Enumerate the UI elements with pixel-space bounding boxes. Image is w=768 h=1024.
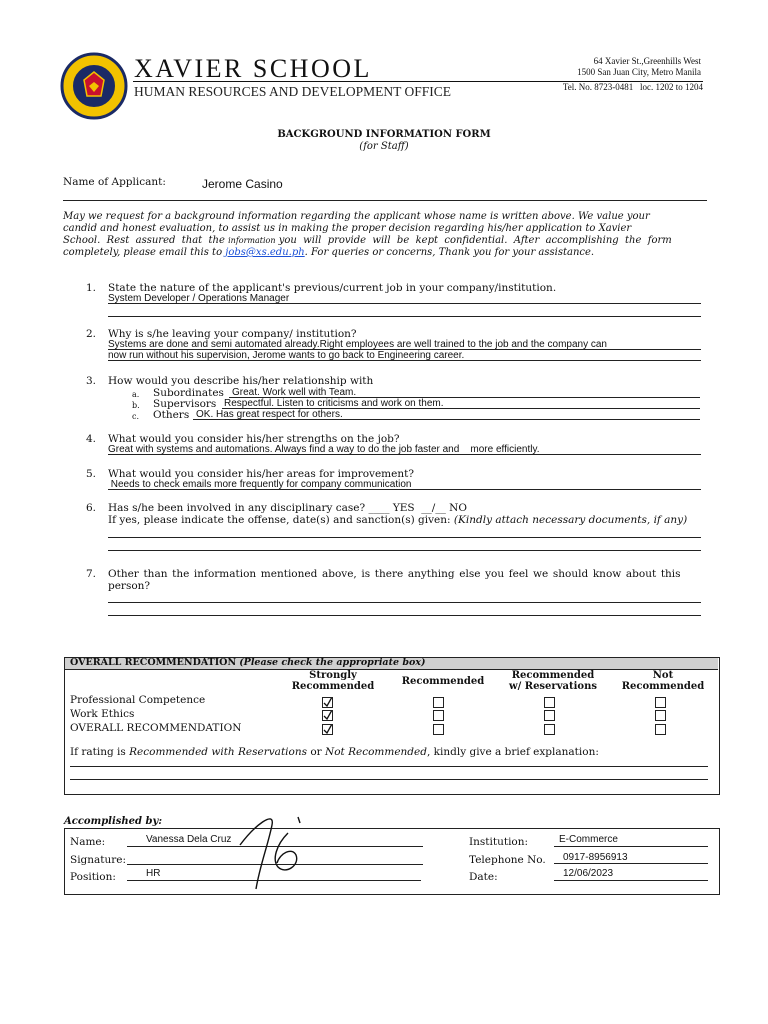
q7-number: 7. bbox=[86, 568, 97, 580]
explanation-line-1 bbox=[70, 766, 708, 767]
handwritten-signature bbox=[230, 805, 320, 895]
q2-number: 2. bbox=[86, 328, 97, 340]
q3c-letter: c. bbox=[132, 412, 140, 421]
name-label: Name: bbox=[70, 836, 106, 848]
q3a-answer[interactable]: Great. Work well with Team. bbox=[232, 387, 357, 398]
q6-followup: If yes, please indicate the offense, date(s) and sanction(s) given: (Kindly attach necessary documents, if any) bbox=[108, 514, 688, 526]
institution-label: Institution: bbox=[469, 836, 529, 848]
q3-text: How would you describe his/her relationship with bbox=[108, 375, 374, 387]
q4-line bbox=[108, 454, 701, 455]
q3a-label: Subordinates bbox=[153, 387, 224, 399]
checkbox-reservations-professional[interactable] bbox=[544, 697, 555, 708]
q3c-line bbox=[193, 419, 700, 420]
intro-line-1: May we request for a background information regarding the applicant whose name is written above. We value your bbox=[63, 211, 650, 222]
address-line-2: 1500 San Juan City, Metro Manila bbox=[577, 67, 701, 77]
signature-label: Signature: bbox=[70, 854, 127, 866]
institution-line bbox=[554, 846, 708, 847]
col-not-recommended: Not Recommended bbox=[621, 670, 705, 692]
checkbox-recommended-professional[interactable] bbox=[433, 697, 444, 708]
q3b-answer[interactable]: Respectful. Listen to criticisms and work on them. bbox=[224, 398, 444, 409]
checkbox-not-professional[interactable] bbox=[655, 697, 666, 708]
q7-text-2: person? bbox=[108, 580, 151, 592]
intro-line-2: candid and honest evaluation, to assist us in making the proper decision regarding his/her application to Xavier bbox=[63, 223, 632, 234]
form-subtitle: (for Staff) bbox=[359, 141, 409, 152]
telephone-label: Telephone No. bbox=[469, 854, 546, 866]
q5-line bbox=[108, 489, 701, 490]
checkbox-not-overall[interactable] bbox=[655, 724, 666, 735]
q2-answer-1[interactable]: Systems are done and semi automated already.Right employees are well trained to the job and the company can bbox=[108, 339, 607, 350]
q5-text: What would you consider his/her areas for improvement? bbox=[108, 468, 414, 480]
q3c-answer[interactable]: OK. Has great respect for others. bbox=[196, 409, 343, 420]
position-label: Position: bbox=[70, 871, 116, 883]
position-value[interactable]: HR bbox=[146, 868, 161, 879]
q1-answer[interactable]: System Developer / Operations Manager bbox=[108, 293, 290, 304]
q4-number: 4. bbox=[86, 433, 97, 445]
q5-number: 5. bbox=[86, 468, 97, 480]
intro-paragraph bbox=[63, 211, 707, 259]
checkbox-recommended-ethics[interactable] bbox=[433, 710, 444, 721]
q1-number: 1. bbox=[86, 282, 97, 294]
q5-answer[interactable]: Needs to check emails more frequently for company communication bbox=[108, 479, 412, 490]
col-recommended: Recommended bbox=[401, 676, 485, 687]
q1-text: State the nature of the applicant's previous/current job in your company/institution. bbox=[108, 282, 557, 294]
intro-line-4: completely, please email this to jobs@xs.edu.ph. For queries or concerns, Thank you for your assistance. bbox=[63, 247, 595, 258]
col-strongly-recommended: Strongly Recommended bbox=[291, 670, 375, 692]
school-seal bbox=[60, 52, 128, 120]
recommendation-header-text: OVERALL RECOMMENDATION (Please check the appropriate box) bbox=[70, 657, 426, 668]
q1-line-2 bbox=[108, 316, 701, 317]
q6-line-1 bbox=[108, 537, 701, 538]
q4-answer[interactable]: Great with systems and automations. Always find a way to do the job faster and more efficiently. bbox=[108, 444, 540, 455]
date-line bbox=[554, 880, 708, 881]
explanation-line-2 bbox=[70, 779, 708, 780]
row-professional-competence: Professional Competence bbox=[70, 694, 206, 706]
applicant-label: Name of Applicant: bbox=[63, 176, 166, 188]
school-name: XAVIER SCHOOL bbox=[134, 54, 372, 83]
q3c-label: Others bbox=[153, 409, 190, 421]
q7-line-1 bbox=[108, 602, 701, 603]
checkbox-reservations-ethics[interactable] bbox=[544, 710, 555, 721]
q6-line-2 bbox=[108, 550, 701, 551]
q6-number: 6. bbox=[86, 502, 97, 514]
applicant-line bbox=[63, 200, 707, 201]
date-value[interactable]: 12/06/2023 bbox=[563, 868, 614, 879]
form-title: BACKGROUND INFORMATION FORM bbox=[277, 129, 491, 140]
q3-number: 3. bbox=[86, 375, 97, 387]
q2-answer-2[interactable]: now run without his supervision, Jerome wants to go back to Engineering career. bbox=[108, 350, 465, 361]
office-name: HUMAN RESOURCES AND DEVELOPMENT OFFICE bbox=[134, 84, 452, 99]
email-link[interactable]: jobs@xs.edu.ph bbox=[225, 247, 305, 258]
q6-text: Has s/he been involved in any disciplinary case? ____ YES __/__ NO bbox=[108, 502, 467, 514]
q4-text: What would you consider his/her strengths on the job? bbox=[108, 433, 400, 445]
row-work-ethics: Work Ethics bbox=[70, 708, 135, 720]
q2-text: Why is s/he leaving your company/ institution? bbox=[108, 328, 357, 340]
date-label: Date: bbox=[469, 871, 498, 883]
checkbox-not-ethics[interactable] bbox=[655, 710, 666, 721]
checkbox-strongly-professional[interactable] bbox=[322, 697, 333, 708]
q3b-label: Supervisors bbox=[153, 398, 217, 410]
q2-line-2 bbox=[108, 360, 701, 361]
col-recommended-reservations: Recommended w/ Reservations bbox=[509, 670, 597, 692]
telephone-info: Tel. No. 8723-0481 loc. 1202 to 1204 bbox=[562, 82, 703, 92]
applicant-name[interactable]: Jerome Casino bbox=[202, 177, 283, 191]
institution-value[interactable]: E-Commerce bbox=[559, 834, 618, 845]
q3a-letter: a. bbox=[132, 390, 140, 399]
row-overall-recommendation: OVERALL RECOMMENDATION bbox=[70, 722, 242, 734]
telephone-value[interactable]: 0917-8956913 bbox=[563, 852, 628, 863]
explanation-prompt: If rating is Recommended with Reservations or Not Recommended, kindly give a brief explanation: bbox=[70, 746, 599, 758]
address-line-1: 64 Xavier St.,Greenhills West bbox=[593, 56, 701, 66]
telephone-line bbox=[554, 863, 708, 864]
q3b-letter: b. bbox=[132, 401, 140, 410]
q7-line-2 bbox=[108, 615, 701, 616]
checkbox-reservations-overall[interactable] bbox=[544, 724, 555, 735]
checkbox-strongly-ethics[interactable] bbox=[322, 710, 333, 721]
q7-text-1: Other than the information mentioned above, is there anything else you feel we should know about this bbox=[108, 568, 681, 580]
checkbox-recommended-overall[interactable] bbox=[433, 724, 444, 735]
checkbox-strongly-overall[interactable] bbox=[322, 724, 333, 735]
name-value[interactable]: Vanessa Dela Cruz bbox=[146, 834, 232, 845]
q1-line-1 bbox=[108, 303, 701, 304]
accomplished-title: Accomplished by: bbox=[64, 816, 163, 827]
intro-line-3: School. Rest assured that the information you will provide will be kept confidential. After accomplishing the form bbox=[63, 235, 672, 246]
